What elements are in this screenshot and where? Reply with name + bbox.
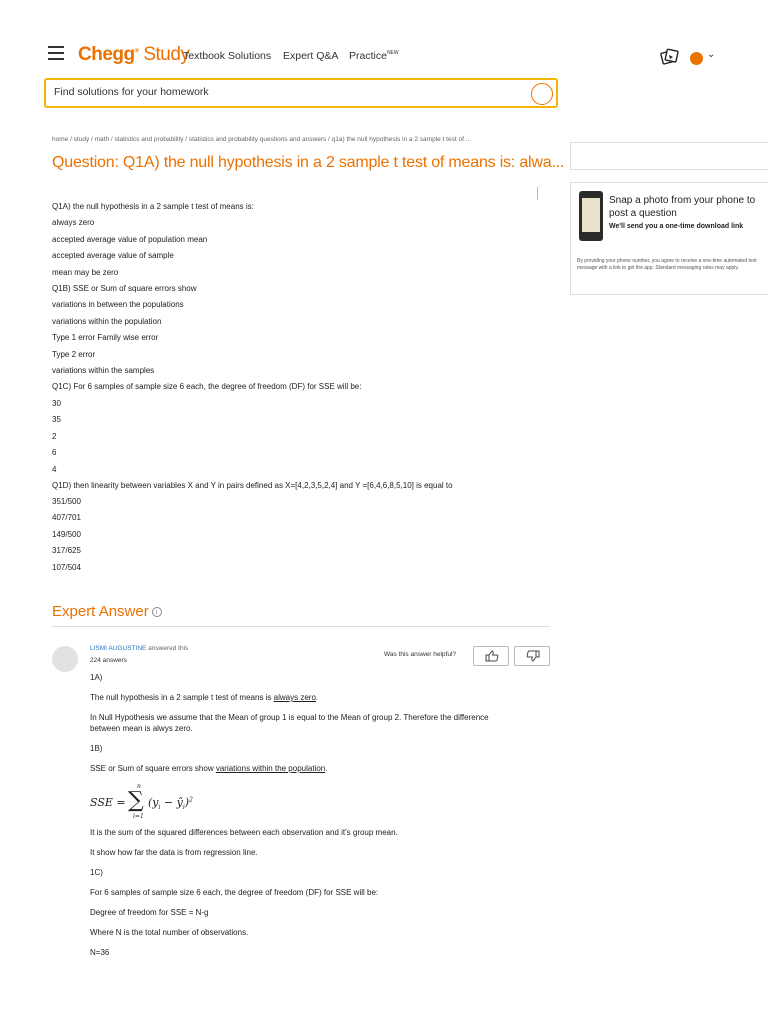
question-line: Q1D) then linearity between variables X and Y in pairs defined as X=[4,2,3,5,2,4] and Y =[6,4,6,8,5,10] is equal to: [52, 480, 453, 490]
search-input[interactable]: [54, 86, 514, 98]
question-line: 4: [52, 464, 57, 474]
answer-highlight: always zero: [273, 693, 316, 702]
answer-paragraph: [90, 763, 510, 774]
thumbs-up-button[interactable]: [473, 646, 509, 666]
question-line: Type 2 error: [52, 349, 96, 359]
formula-upper-limit: n: [137, 783, 141, 790]
question-line: accepted average value of population mean: [52, 234, 208, 244]
question-line: Q1A) the null hypothesis in a 2 sample t test of means is:: [52, 202, 254, 211]
phone-icon: [579, 191, 603, 241]
question-line: mean may be zero: [52, 267, 119, 277]
question-line: 2: [52, 431, 57, 441]
question-line: 107/504: [52, 562, 81, 572]
thumbs-down-button[interactable]: [514, 646, 550, 666]
sigma-symbol: ∑: [128, 788, 144, 813]
snap-subtitle: We'll send you a one-time download link: [609, 223, 744, 230]
question-line: 35: [52, 415, 61, 425]
answerer-name[interactable]: LISMI AUGUSTINE: [90, 645, 147, 652]
chegg-study-logo[interactable]: Chegg® Study: [78, 44, 190, 65]
question-line: Q1C) For 6 samples of sample size 6 each, the degree of freedom (DF) for SSE will be:: [52, 382, 362, 392]
sidebar-search-box[interactable]: [570, 142, 768, 170]
question-line: always zero: [52, 218, 95, 228]
question-line: Q1B) SSE or Sum of square errors show: [52, 284, 197, 294]
answer-paragraph: 1C): [90, 868, 103, 877]
answer-paragraph: It show how far the data is from regression line.: [90, 848, 258, 857]
answered-text: answered this: [148, 645, 189, 652]
question-line: variations within the samples: [52, 366, 155, 376]
answer-paragraph: Degree of freedom for SSE = N-g: [90, 908, 209, 917]
question-body: [52, 199, 532, 576]
formula-lhs: SSE =: [90, 796, 126, 809]
question-title: Question: Q1A) the null hypothesis in a 2 sample t test of means is: alwa...: [52, 154, 565, 171]
question-line: 407/701: [52, 513, 81, 523]
answer-paragraph: N=36: [90, 948, 110, 957]
answer-highlight: variations within the population: [215, 764, 326, 773]
thumbs-down-icon: [526, 650, 540, 662]
logo-sub: Study: [143, 44, 190, 65]
question-line: 6: [52, 448, 57, 458]
answer-text: .: [325, 764, 328, 773]
question-line: accepted average value of sample: [52, 251, 174, 261]
new-badge: NEW: [386, 50, 399, 56]
answer-paragraph: 1B): [90, 744, 103, 753]
sse-formula: [90, 783, 510, 821]
answers-count: 224 answers: [90, 657, 127, 664]
question-line: 30: [52, 398, 61, 408]
thumbs-up-icon: [485, 650, 499, 662]
search-button[interactable]: [531, 83, 553, 105]
question-line: 149/500: [52, 529, 81, 539]
hamburger-menu-icon[interactable]: [48, 46, 64, 60]
answer-paragraph: 1A): [90, 673, 103, 682]
answer-text: The null hypothesis in a 2 sample t test of means is: [90, 693, 274, 702]
formula-term-open: (y: [148, 796, 159, 809]
formula-lower-limit: i=1: [133, 813, 144, 820]
divider: [52, 626, 550, 627]
question-line: 351/500: [52, 496, 81, 506]
answer-paragraph: For 6 samples of sample size 6 each, the degree of freedom (DF) for SSE will be:: [90, 888, 379, 897]
snap-fine-print: By providing your phone number, you agree to receive a one-time automated text message with a link to get the app. Standard messaging rates may apply.: [577, 258, 757, 271]
top-header: [0, 0, 768, 75]
nav-practice-label: Practice: [349, 50, 387, 62]
answer-text: SSE or Sum of square errors show: [90, 764, 216, 773]
user-avatar[interactable]: [690, 52, 703, 65]
divider: [537, 187, 538, 200]
question-line: 317/625: [52, 546, 81, 556]
answerer-avatar[interactable]: [52, 646, 78, 672]
answer-text: .: [315, 693, 319, 702]
info-icon[interactable]: i: [152, 607, 162, 617]
search-bar: [44, 78, 558, 108]
logo-main: Chegg: [78, 44, 135, 65]
answer-body: [90, 670, 510, 967]
question-line: Type 1 error Family wise error: [52, 333, 159, 343]
answer-paragraph: Where N is the total number of observations.: [90, 928, 249, 937]
expert-answer-heading: [52, 603, 162, 620]
expert-answer-label: Expert Answer: [52, 603, 149, 620]
answer-paragraph: [90, 692, 510, 703]
question-line: variations in between the populations: [52, 300, 184, 310]
formula-term: ($y_i$ − $ŷ_i)^2$: [148, 796, 193, 812]
breadcrumb[interactable]: home / study / math / statistics and probability / statistics and probability questions and answers / q1a) the null hypothesis in a 2 sample t test of ...: [52, 136, 472, 143]
nav-expert-qa[interactable]: Expert Q&A: [283, 50, 339, 62]
chevron-down-icon[interactable]: ⌄: [707, 49, 716, 60]
snap-photo-card: [570, 182, 768, 295]
answer-paragraph: In Null Hypothesis we assume that the Mean of group 1 is equal to the Mean of group 2. Therefore the difference between mean is alwys zero.: [90, 713, 489, 733]
snap-title: Snap a photo from your phone to post a question: [609, 195, 756, 219]
nav-textbook-solutions[interactable]: Textbook Solutions: [183, 50, 272, 62]
answer-paragraph: It is the sum of the squared differences between each observation and it's group mean.: [90, 828, 398, 837]
question-line: variations within the population: [52, 316, 162, 326]
helpful-prompt: Was this answer helpful?: [384, 651, 457, 658]
flashcards-icon[interactable]: [660, 48, 680, 66]
nav-practice[interactable]: [349, 50, 399, 62]
answerer-line: [90, 645, 188, 652]
